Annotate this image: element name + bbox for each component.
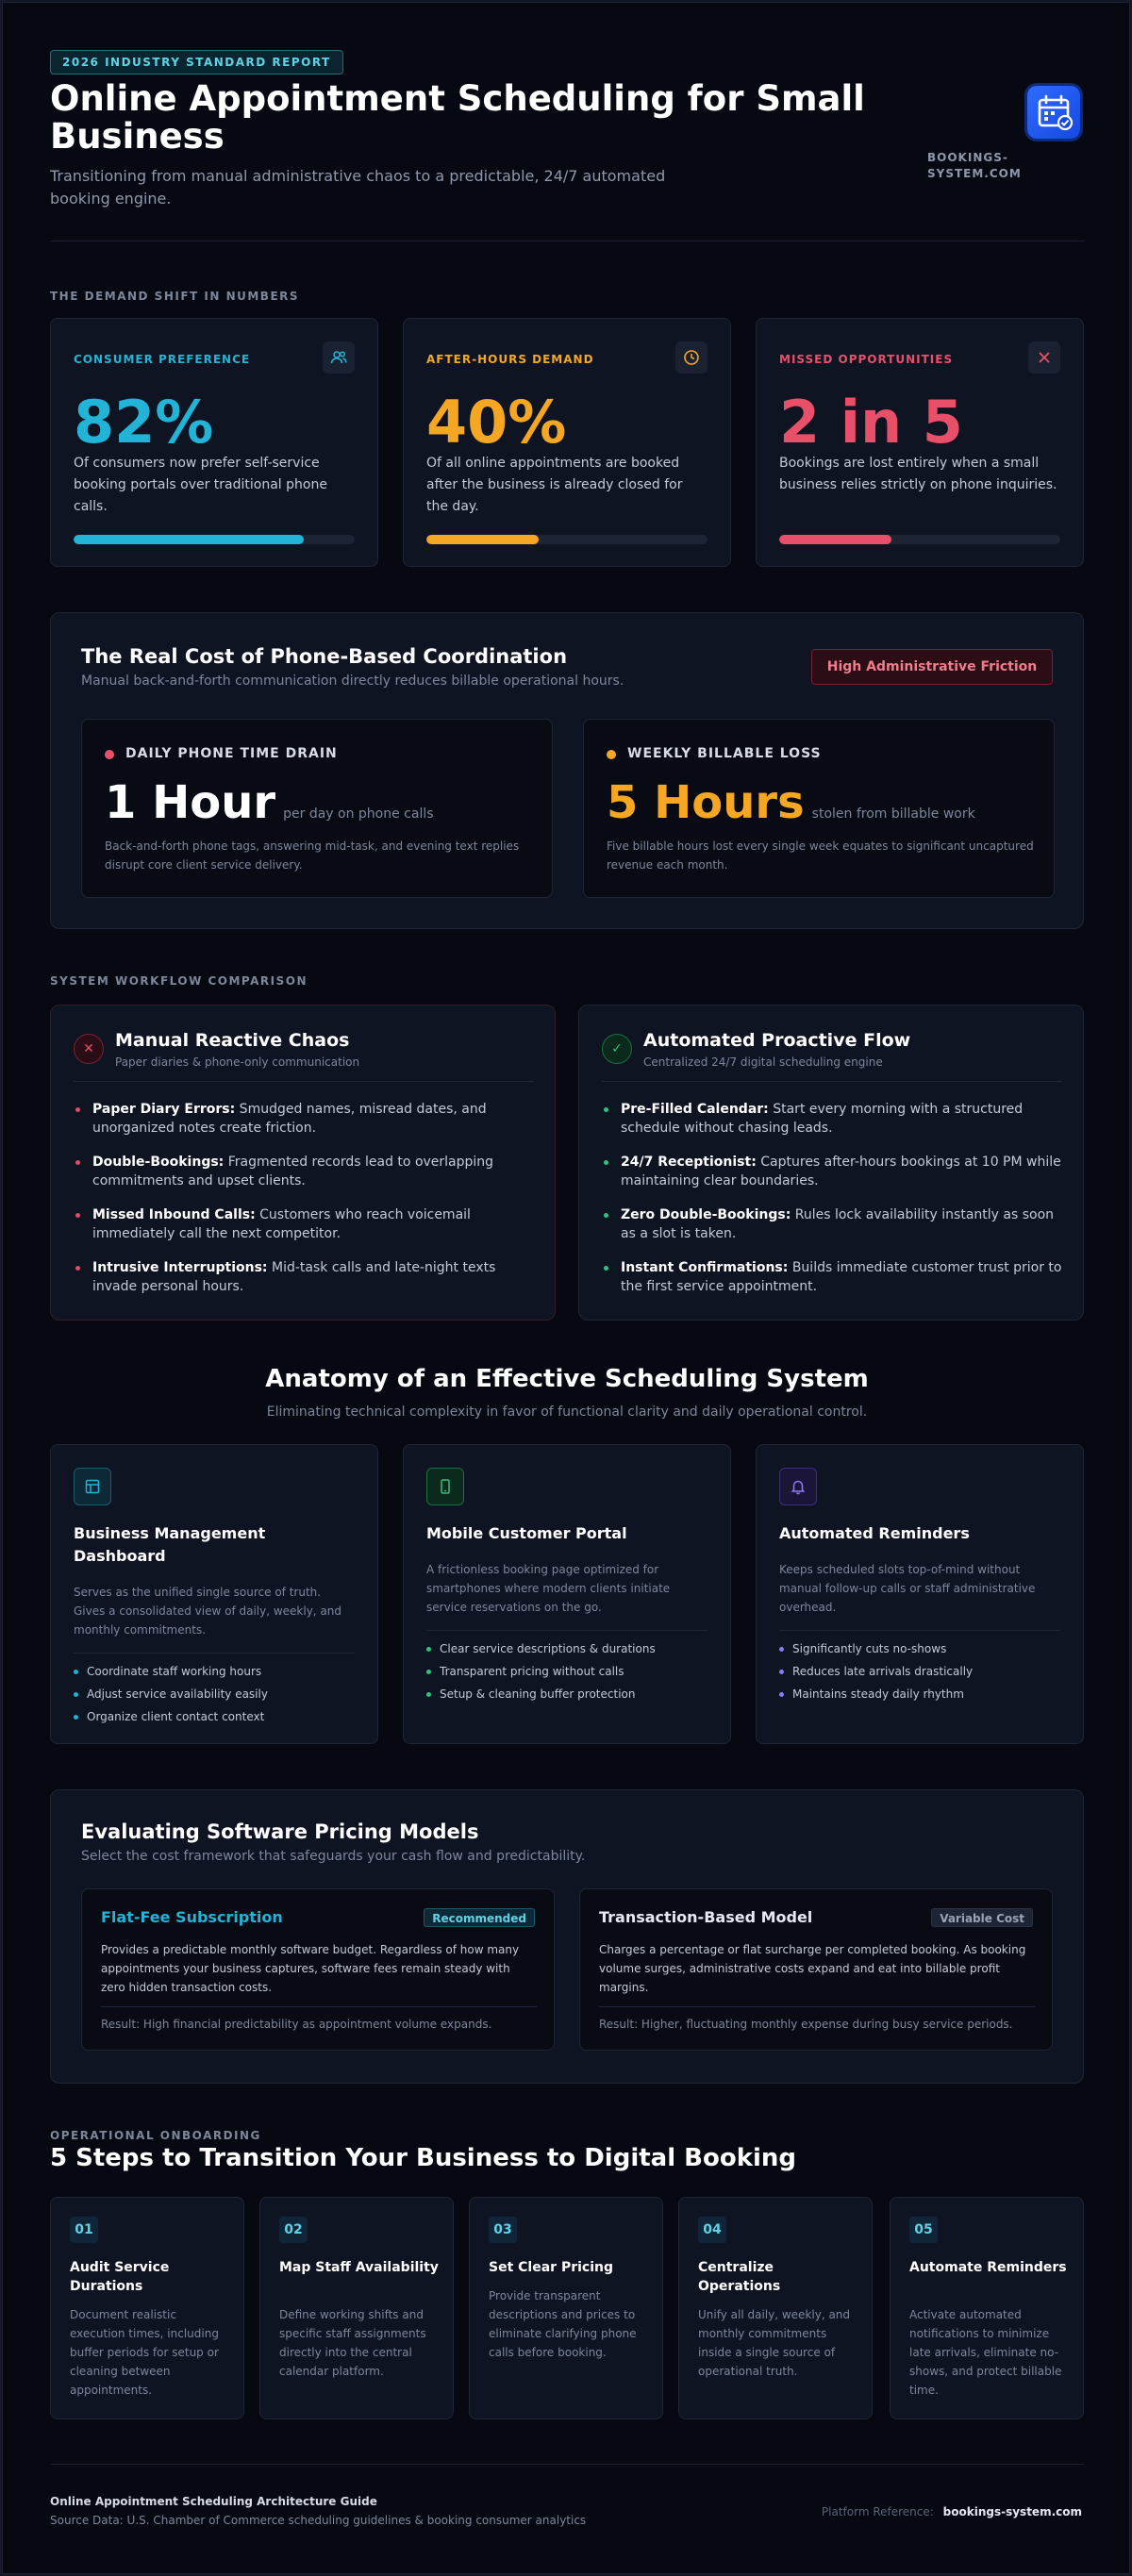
cost-label: WEEKLY BILLABLE LOSS xyxy=(627,746,822,761)
step-description: Unify all daily, weekly, and monthly commitments inside a single source of operational truth. xyxy=(698,2308,851,2378)
mobile-icon xyxy=(426,1468,464,1505)
workflow-subtitle: Centralized 24/7 digital scheduling engine xyxy=(643,1055,883,1069)
step-description: Activate automated notifications to minimize late arrivals, eliminate no-shows, and protect billable time. xyxy=(909,2308,1062,2397)
cost-value-wrap xyxy=(105,773,434,844)
workflow-title: Automated Proactive Flow xyxy=(643,1030,911,1051)
list-item: Paper Diary Errors: Smudged names, misread dates, and unorganized notes create friction. xyxy=(74,1100,536,1138)
list-item: Pre-Filled Calendar: Start every morning with a structured schedule without chasing leads. xyxy=(602,1100,1064,1138)
step-description: Provide transparent descriptions and prices to eliminate clarifying phone calls before booking. xyxy=(489,2289,637,2359)
footer-source: Source Data: U.S. Chamber of Commerce scheduling guidelines & booking consumer analytics xyxy=(50,2514,587,2527)
stat-description: Of consumers now prefer self-service booking portals over traditional phone calls. xyxy=(74,456,327,514)
step-description: Document realistic execution times, including buffer periods for setup or cleaning between appointments. xyxy=(70,2308,219,2397)
pricing-card-description: Charges a percentage or flat surcharge per completed booking. As booking volume surges, administrative costs expand and eat into billable profit margins. xyxy=(599,1943,1026,1994)
list-item: Transparent pricing without calls xyxy=(426,1660,656,1683)
workflow-section-label: SYSTEM WORKFLOW COMPARISON xyxy=(50,974,308,988)
cost-value: 1 Hour xyxy=(105,776,276,829)
pricing-card-title: Flat-Fee Subscription xyxy=(101,1908,283,1926)
workflow-title: Manual Reactive Chaos xyxy=(115,1030,350,1051)
workflow-auto-card xyxy=(578,1005,1084,1321)
step-title: Automate Reminders xyxy=(909,2260,1067,2275)
report-badge: 2026 INDUSTRY STANDARD REPORT xyxy=(50,50,343,75)
progress-fill xyxy=(779,535,891,544)
demand-section-label: THE DEMAND SHIFT IN NUMBERS xyxy=(50,290,300,303)
friction-badge: High Administrative Friction xyxy=(811,649,1053,685)
steps-eyebrow: OPERATIONAL ONBOARDING xyxy=(50,2129,261,2142)
divider xyxy=(74,1653,355,1654)
step-title: Set Clear Pricing xyxy=(489,2260,613,2275)
users-icon xyxy=(323,341,355,374)
dashboard-icon xyxy=(74,1468,111,1505)
pricing-panel xyxy=(50,1789,1084,2084)
anatomy-list xyxy=(779,1637,973,1705)
pricing-card-title: Transaction-Based Model xyxy=(599,1908,813,1926)
check-icon: ✓ xyxy=(602,1034,632,1064)
step-number: 02 xyxy=(279,2217,308,2243)
anatomy-title: Anatomy of an Effective Scheduling System xyxy=(265,1365,869,1393)
list-item: 24/7 Receptionist: Captures after-hours bookings at 10 PM while maintaining clear boundaries. xyxy=(602,1153,1064,1190)
pricing-subtitle: Select the cost framework that safeguards your cash flow and predictability. xyxy=(81,1849,586,1864)
anatomy-card-description: Serves as the unified single source of truth. Gives a consolidated view of daily, weekly, and monthly commitments. xyxy=(74,1586,342,1637)
stat-value: 2 in 5 xyxy=(779,388,963,457)
step-number: 05 xyxy=(909,2217,938,2243)
divider xyxy=(50,2464,1084,2465)
cost-value: 5 Hours xyxy=(607,776,805,829)
progress-fill xyxy=(74,535,304,544)
cost-unit: per day on phone calls xyxy=(283,806,434,822)
reference-label: Platform Reference: xyxy=(821,2505,934,2518)
anatomy-card-title: Automated Reminders xyxy=(779,1524,970,1542)
list-item: Coordinate staff working hours xyxy=(74,1660,268,1683)
anatomy-list xyxy=(74,1660,268,1728)
bell-icon xyxy=(779,1468,817,1505)
step-number: 04 xyxy=(698,2217,726,2243)
stat-value: 82% xyxy=(74,388,214,457)
progress-fill xyxy=(426,535,539,544)
list-item: Reduces late arrivals drastically xyxy=(779,1660,973,1683)
anatomy-card-title: Mobile Customer Portal xyxy=(426,1524,627,1542)
anatomy-card-mobile-portal xyxy=(403,1444,731,1744)
anatomy-card-reminders xyxy=(756,1444,1084,1744)
pricing-card-description: Provides a predictable monthly software budget. Regardless of how many appointments your business captures, software fees remain steady with zero hidden transaction costs. xyxy=(101,1943,520,1994)
list-item: Missed Inbound Calls: Customers who reach voicemail immediately call the next competitor. xyxy=(74,1205,536,1243)
page xyxy=(2,2,1130,2574)
workflow-list xyxy=(602,1100,1064,1311)
workflow-manual-card xyxy=(50,1005,556,1321)
stat-description: Of all online appointments are booked after the business is already closed for the day. xyxy=(426,456,683,514)
step-number: 03 xyxy=(489,2217,517,2243)
list-item: Intrusive Interruptions: Mid-task calls and late-night texts invade personal hours. xyxy=(74,1258,536,1296)
variable-cost-badge: Variable Cost xyxy=(931,1908,1033,1927)
clock-icon xyxy=(675,341,708,374)
pricing-card-transaction xyxy=(579,1888,1053,2051)
cost-title: The Real Cost of Phone-Based Coordination xyxy=(81,645,568,668)
list-item: Zero Double-Bookings: Rules lock availability instantly as soon as a slot is taken. xyxy=(602,1205,1064,1243)
divider xyxy=(779,1630,1060,1631)
cost-card-weekly xyxy=(583,719,1055,898)
list-item: Clear service descriptions & durations xyxy=(426,1637,656,1660)
list-item: Setup & cleaning buffer protection xyxy=(426,1683,656,1705)
footer-reference xyxy=(822,2505,1082,2518)
divider xyxy=(602,1081,1062,1082)
cost-description: Five billable hours lost every single week equates to significant uncaptured revenue each month. xyxy=(607,839,1034,872)
pricing-title: Evaluating Software Pricing Models xyxy=(81,1820,479,1843)
stat-label: AFTER-HOURS DEMAND xyxy=(426,353,594,366)
list-item: Adjust service availability easily xyxy=(74,1683,268,1705)
divider xyxy=(426,1630,708,1631)
step-card xyxy=(890,2197,1084,2419)
cost-label: DAILY PHONE TIME DRAIN xyxy=(125,746,338,761)
divider xyxy=(101,2006,537,2007)
pricing-card-result: Result: High financial predictability as appointment volume expands. xyxy=(101,2018,492,2031)
step-card xyxy=(259,2197,454,2419)
anatomy-subtitle: Eliminating technical complexity in favor of functional clarity and daily operational control. xyxy=(266,1404,868,1420)
anatomy-list xyxy=(426,1637,656,1705)
calendar-check-icon xyxy=(1027,86,1080,139)
step-number: 01 xyxy=(70,2217,98,2243)
step-card xyxy=(50,2197,244,2419)
pricing-card-result: Result: Higher, fluctuating monthly expense during busy service periods. xyxy=(599,2018,1013,2031)
close-icon: ✕ xyxy=(74,1034,104,1064)
progress-bar xyxy=(426,535,708,544)
stat-card-missed-opportunities xyxy=(756,318,1084,567)
step-description: Define working shifts and specific staff assignments directly into the central calendar platform. xyxy=(279,2308,426,2378)
divider xyxy=(74,1081,534,1082)
list-item: Significantly cuts no-shows xyxy=(779,1637,973,1660)
step-card xyxy=(469,2197,663,2419)
list-item: Instant Confirmations: Builds immediate customer trust prior to the first service appointment. xyxy=(602,1258,1064,1296)
divider xyxy=(599,2006,1035,2007)
status-dot xyxy=(105,750,114,759)
progress-bar xyxy=(74,535,355,544)
cost-card-daily xyxy=(81,719,553,898)
stat-label: MISSED OPPORTUNITIES xyxy=(779,353,954,366)
anatomy-card-dashboard xyxy=(50,1444,378,1744)
cost-value-wrap xyxy=(607,773,975,844)
footer-title: Online Appointment Scheduling Architecture Guide xyxy=(50,2495,377,2508)
step-title: Map Staff Availability xyxy=(279,2260,439,2275)
workflow-list xyxy=(74,1100,536,1311)
cost-description: Back-and-forth phone tags, answering mid-task, and evening text replies disrupt core client service delivery. xyxy=(105,839,520,872)
reference-link[interactable]: bookings-system.com xyxy=(942,2505,1082,2518)
close-icon xyxy=(1028,341,1060,374)
progress-bar xyxy=(779,535,1060,544)
stat-label: CONSUMER PREFERENCE xyxy=(74,353,251,366)
steps-title: 5 Steps to Transition Your Business to Digital Booking xyxy=(50,2144,797,2172)
step-title: Centralize Operations xyxy=(698,2260,781,2294)
page-title: Online Appointment Scheduling for Small Business xyxy=(50,78,865,157)
stat-value: 40% xyxy=(426,388,567,457)
step-card xyxy=(678,2197,873,2419)
status-dot xyxy=(607,750,616,759)
cost-panel xyxy=(50,612,1084,929)
list-item: Maintains steady daily rhythm xyxy=(779,1683,973,1705)
recommended-badge: Recommended xyxy=(424,1908,535,1927)
pricing-card-flat-fee xyxy=(81,1888,555,2051)
stat-description: Bookings are lost entirely when a small business relies strictly on phone inquiries. xyxy=(779,456,1057,492)
list-item: Organize client contact context xyxy=(74,1705,268,1728)
anatomy-card-description: A frictionless booking page optimized for smartphones where modern clients initiate service reservations on the go. xyxy=(426,1563,671,1614)
stat-card-after-hours xyxy=(403,318,731,567)
step-title: Audit Service Durations xyxy=(70,2260,170,2294)
cost-unit: stolen from billable work xyxy=(811,806,975,822)
page-subtitle: Transitioning from manual administrative chaos to a predictable, 24/7 automated booking engine. xyxy=(50,167,666,208)
brand-name: BOOKINGS-SYSTEM.COM xyxy=(927,151,1022,180)
cost-subtitle: Manual back-and-forth communication directly reduces billable operational hours. xyxy=(81,673,624,689)
workflow-subtitle: Paper diaries & phone-only communication xyxy=(115,1055,360,1069)
list-item: Double-Bookings: Fragmented records lead to overlapping commitments and upset clients. xyxy=(74,1153,536,1190)
anatomy-card-title: Business Management Dashboard xyxy=(74,1524,266,1565)
stat-card-consumer-preference xyxy=(50,318,378,567)
anatomy-card-description: Keeps scheduled slots top-of-mind without manual follow-up calls or staff administrative overhead. xyxy=(779,1563,1036,1614)
